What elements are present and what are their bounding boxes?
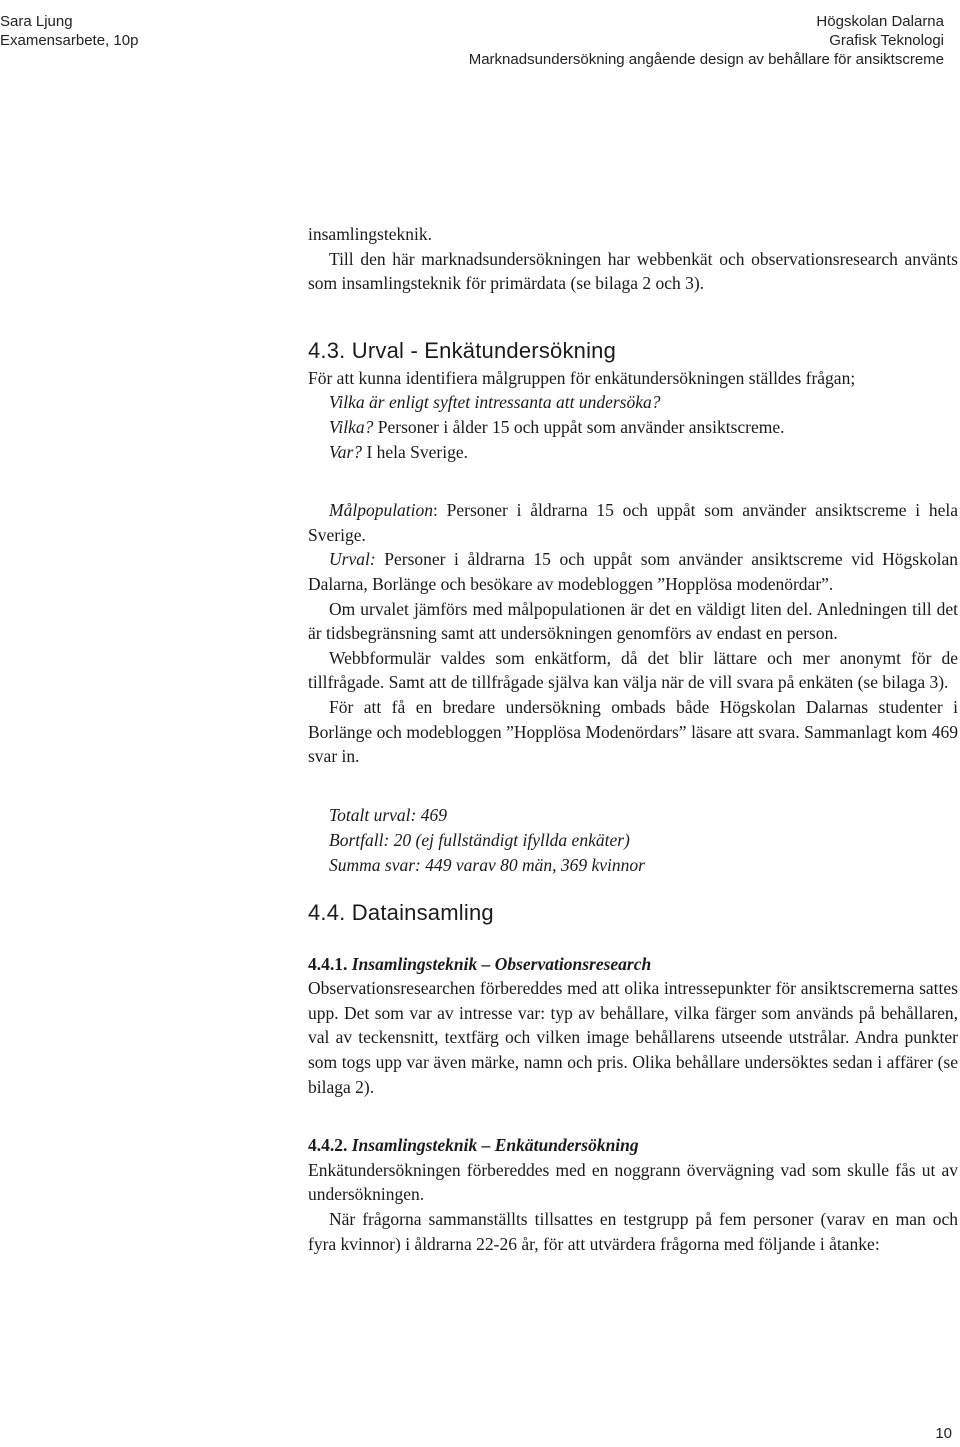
section-4-3-heading: 4.3. Urval - Enkätundersökning — [308, 337, 617, 363]
observations-paragraph: Observationsresearchen förbereddes med att olika intressepunkter för ansiktscremerna sattes upp. Det som var av intresse var: typ av behållare, vilka färger som används på behållaren, val av teckensnitt, textfärg och vilken image behållarens utseende utstrålar. Andra punkter som togs upp var även märke, namn och pris. Olika behållare undersöktes sedan i affärer (se bilaga 2). — [308, 978, 958, 1097]
fragorna-paragraph: När frågorna sammanställts tillsattes en testgrupp på fem personer (varav en man och fyra kvinnor) i åldrarna 22-26 år, för att utvärdera frågorna med följande i åtanke: — [308, 1209, 958, 1254]
vilka-line — [308, 415, 958, 440]
subsection-4-4-1-title: Insamlingsteknik – Observationsresearch — [351, 953, 652, 974]
malpopulation-label: Målpopulation — [329, 500, 434, 521]
header-school: Högskolan Dalarna — [816, 13, 944, 30]
subsection-4-4-1-number: 4.4.1. — [308, 953, 352, 974]
dropout: Bortfall: 20 (ej fullständigt ifyllda enkäter) — [329, 829, 630, 850]
subsection-4-4-2-title: Insamlingsteknik – Enkätundersökning — [351, 1135, 639, 1156]
var-label: Var? — [329, 441, 363, 462]
om-urvalet-paragraph: Om urvalet jämförs med målpopulationen är det en väldigt liten del. Anledningen till det är tidsbegränsning samt att undersökningen genomförs av endast en person. — [308, 598, 958, 644]
enkat-paragraph: Enkätundersökningen förbereddes med en noggrann övervägning vad som skulle fås ut av undersökningen. — [308, 1159, 958, 1205]
subsection-4-4-1-heading — [308, 952, 958, 977]
malpopulation-paragraph — [308, 498, 958, 547]
subsection-4-4-2-number: 4.4.2. — [308, 1135, 352, 1156]
vilka-label: Vilka? — [329, 416, 374, 437]
var-line — [308, 440, 958, 465]
question-line: Vilka är enligt syftet intressanta att undersöka? — [329, 392, 661, 413]
intro-line: insamlingsteknik. — [308, 224, 432, 244]
webbformular-paragraph: Webbformulär valdes som enkätform, då det blir lättare och mer anonymt för de tillfrågade. Samt att de tillfrågade själva kan välja när de vill svara på enkäten (se bilaga 3). — [308, 647, 958, 693]
page-number: 10 — [935, 1425, 952, 1442]
urval-text: Personer i åldrarna 15 och uppåt som använder ansiktscreme vid Högskolan Dalarna, Borlänge och besökare av modebloggen ”Hopplösa modenördar”. — [308, 549, 958, 594]
page-header-left — [0, 12, 138, 50]
urval-paragraph — [308, 547, 958, 596]
header-program: Grafisk Teknologi — [829, 32, 944, 49]
bredare-undersokning-paragraph: För att få en bredare undersökning ombads både Högskolan Dalarnas studenter i Borlänge och modebloggen ”Hopplösa Modenördars” läsare att svara. Sammanlagt kom 469 svar in. — [308, 696, 958, 767]
header-author: Sara Ljung — [0, 13, 73, 30]
malpopulation-text: : Personer i åldrarna 15 och uppåt som använder ansiktscreme i hela Sverige. — [308, 500, 958, 545]
subsection-4-4-2-heading — [308, 1133, 958, 1158]
total-responses: Summa svar: 449 varav 80 män, 369 kvinnor — [329, 854, 645, 875]
urval-label: Urval: — [329, 549, 376, 570]
total-sample: Totalt urval: 469 — [329, 804, 447, 825]
header-thesis-title: Marknadsundersökning angående design av behållare för ansiktscreme — [468, 51, 944, 68]
section-4-3-paragraph: För att kunna identifiera målgruppen för enkätundersökningen ställdes frågan; — [308, 367, 856, 388]
sample-summary — [308, 803, 958, 878]
section-4-4-heading: 4.4. Datainsamling — [308, 899, 494, 925]
header-course: Examensarbete, 10p — [0, 32, 139, 49]
vilka-text: Personer i ålder 15 och uppåt som använder ansiktscreme. — [373, 416, 785, 437]
var-text: I hela Sverige. — [362, 441, 468, 462]
page-header-right — [469, 12, 944, 69]
intro-paragraph: Till den här marknadsundersökningen har webbenkät och observationsresearch använts som insamlingsteknik för primärdata (se bilaga 2 och 3). — [308, 248, 958, 294]
document-body — [308, 222, 958, 1256]
